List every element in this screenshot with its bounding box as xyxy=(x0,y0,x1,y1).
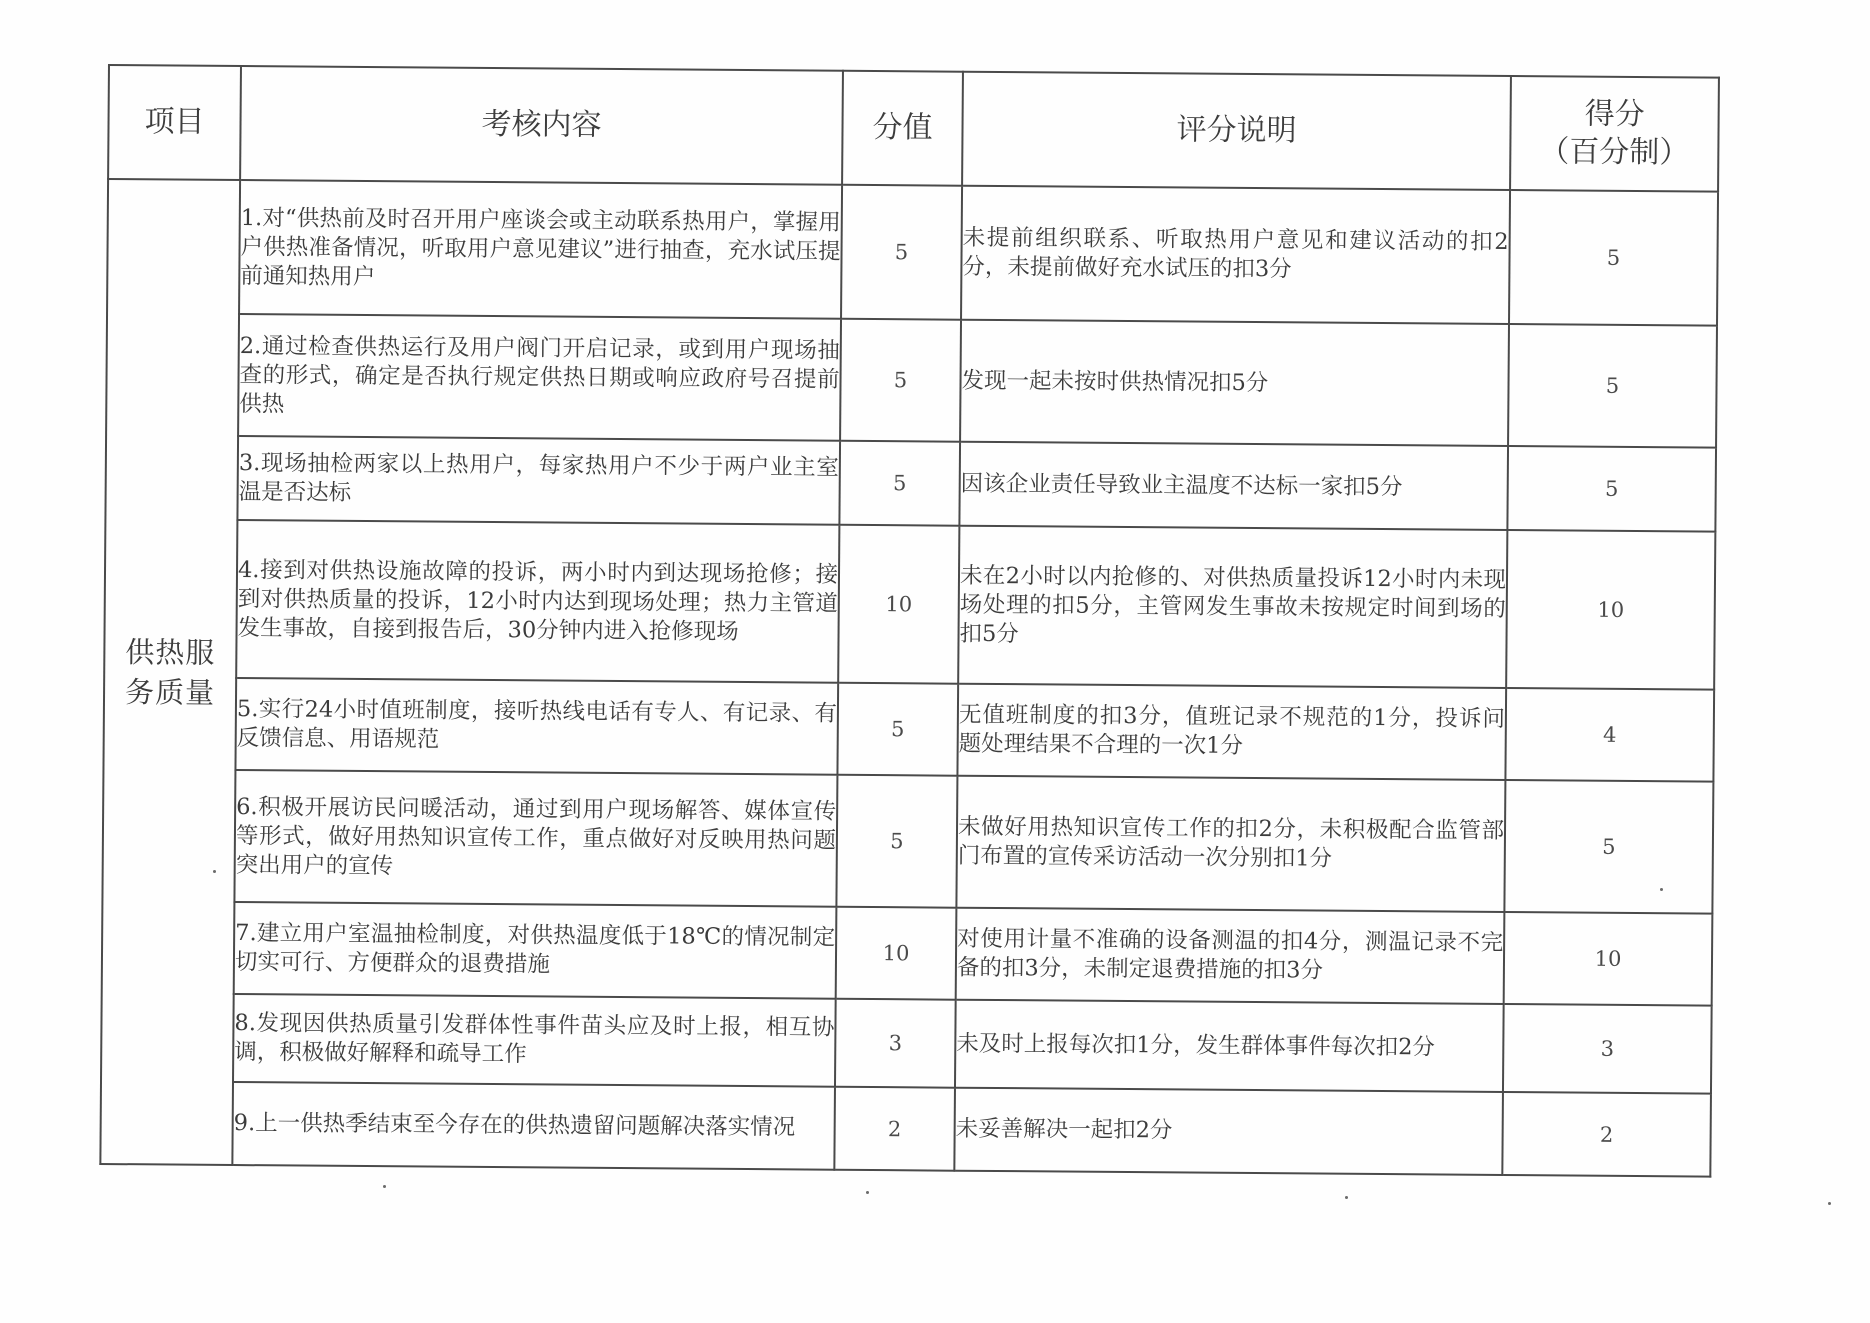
score-cell: 4 xyxy=(1505,688,1714,782)
header-points: 分值 xyxy=(842,71,963,186)
points-cell: 5 xyxy=(841,185,962,320)
evaluation-table xyxy=(99,64,1720,1178)
content-cell: 4.接到对供热设施故障的投诉，两小时内到达现场抢修；接到对供热质量的投诉，12小时内达到现场处理；热力主管道发生事故，自接到报告后，30分钟内进入抢修现场 xyxy=(236,520,839,683)
scoring-notes-cell: 因该企业责任导致业主温度不达标一家扣5分 xyxy=(959,442,1508,530)
content-cell: 8.发现因供热质量引发群体性事件苗头应及时上报，相互协调，积极做好解释和疏导工作 xyxy=(233,994,836,1087)
points-cell: 5 xyxy=(837,683,958,776)
scoring-notes-cell: 发现一起未按时供热情况扣5分 xyxy=(960,320,1509,446)
header-score xyxy=(1510,76,1719,192)
header-score-line2: （百分制） xyxy=(1539,134,1690,171)
table-row xyxy=(100,1081,1711,1177)
scan-speckle xyxy=(383,1185,386,1188)
points-cell: 5 xyxy=(840,319,961,442)
scoring-notes-cell: 未做好用热知识宣传工作的扣2分，未积极配合监管部门布置的宣传采访活动一次分别扣1分 xyxy=(956,776,1505,912)
score-cell: 5 xyxy=(1507,446,1716,532)
evaluation-table-wrapper xyxy=(99,64,1720,1178)
scan-speckle xyxy=(1345,1196,1348,1199)
points-cell: 5 xyxy=(836,775,957,908)
scan-speckle xyxy=(1828,1202,1831,1205)
content-cell: 9.上一供热季结束至今存在的供热遗留问题解决落实情况 xyxy=(232,1082,835,1170)
score-cell: 3 xyxy=(1503,1004,1712,1094)
table-row xyxy=(102,901,1713,1006)
content-cell: 5.实行24小时值班制度，接听热线电话有专人、有记录、有反馈信息、用语规范 xyxy=(235,678,838,775)
table-row xyxy=(104,519,1715,690)
category-cell xyxy=(100,179,240,1165)
scoring-notes-cell: 无值班制度的扣3分，值班记录不规范的1分，投诉问题处理结果不合理的一次1分 xyxy=(957,684,1506,780)
points-cell: 2 xyxy=(834,1087,955,1171)
score-cell: 10 xyxy=(1506,530,1715,690)
score-cell: 2 xyxy=(1502,1092,1711,1177)
score-cell: 5 xyxy=(1509,190,1718,326)
table-row xyxy=(107,179,1718,326)
header-scoring-notes: 评分说明 xyxy=(962,72,1511,190)
scan-speckle xyxy=(866,1191,869,1194)
points-cell: 10 xyxy=(836,907,957,1000)
score-cell: 5 xyxy=(1504,780,1713,914)
table-row xyxy=(106,313,1717,448)
table-row xyxy=(102,769,1713,914)
scan-speckle xyxy=(1660,888,1663,891)
content-cell: 3.现场抽检两家以上热用户，每家热用户不少于两户业主室温是否达标 xyxy=(237,436,840,525)
scoring-notes-cell: 对使用计量不准确的设备测温的扣4分，测温记录不完备的扣3分，未制定退费措施的扣3分 xyxy=(956,908,1505,1004)
content-cell: 7.建立用户室温抽检制度，对供热温度低于18℃的情况制定切实可行、方便群众的退费措施 xyxy=(234,902,837,999)
scan-speckle xyxy=(213,870,216,873)
header-item: 项目 xyxy=(108,65,241,180)
content-cell: 1.对“供热前及时召开用户座谈会或主动联系热用户，掌握用户供热准备情况，听取用户意见建议”进行抽查，充水试压提前通知热用户 xyxy=(239,180,842,319)
scoring-notes-cell: 未妥善解决一起扣2分 xyxy=(954,1088,1503,1175)
category-label: 供热服务质量 xyxy=(124,634,216,710)
score-cell: 10 xyxy=(1504,912,1713,1006)
header-score-line1: 得分 xyxy=(1584,96,1645,133)
scoring-notes-cell: 未在2小时以内抢修的、对供热质量投诉12小时内未现场处理的扣5分，主管网发生事故未按规定时间到场的扣5分 xyxy=(958,526,1507,688)
score-cell: 5 xyxy=(1508,324,1717,448)
table-row xyxy=(101,993,1712,1094)
scoring-notes-cell: 未及时上报每次扣1分，发生群体事件每次扣2分 xyxy=(955,1000,1504,1092)
table-row xyxy=(105,435,1716,532)
points-cell: 3 xyxy=(835,999,956,1088)
table-row xyxy=(103,677,1714,782)
points-cell: 10 xyxy=(838,525,959,684)
header-row xyxy=(108,65,1719,192)
content-cell: 6.积极开展访民问暖活动，通过到用户现场解答、媒体宣传等形式，做好用热知识宣传工作，重点做好对反映用热问题突出用户的宣传 xyxy=(234,770,837,907)
scoring-notes-cell: 未提前组织联系、听取热用户意见和建议活动的扣2分，未提前做好充水试压的扣3分 xyxy=(961,186,1510,324)
header-content: 考核内容 xyxy=(240,66,843,185)
points-cell: 5 xyxy=(839,441,960,526)
content-cell: 2.通过检查供热运行及用户阀门开启记录，或到用户现场抽查的形式，确定是否执行规定供热日期或响应政府号召提前供热 xyxy=(238,314,841,441)
